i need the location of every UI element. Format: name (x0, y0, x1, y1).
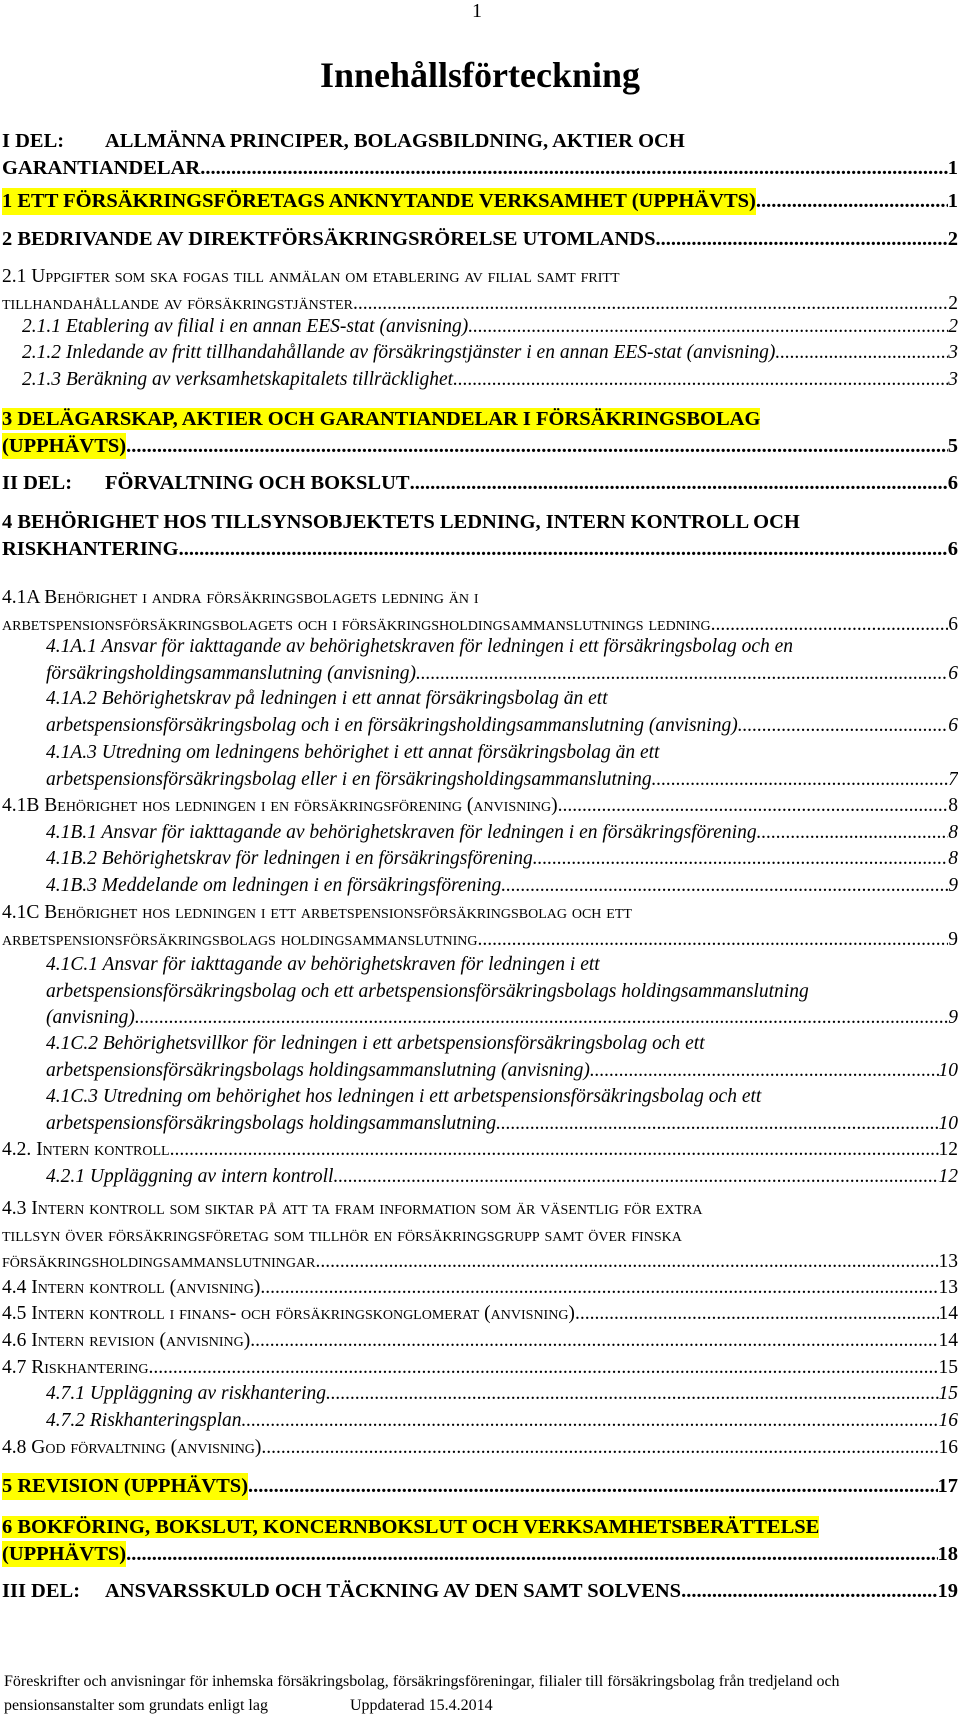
toc-entry-heading-text: 4.1C.1 Ansvar för iakttagande av behörighetskraven för ledningen i ett (46, 954, 600, 975)
toc-entry-page-number: 9 (948, 928, 958, 950)
toc-entry[interactable] (46, 634, 958, 687)
dot-leader (135, 1005, 948, 1032)
toc-entry-page-number: 6 (948, 613, 958, 635)
toc-entry-title: 4.6 Intern revision (anvisning) (2, 1330, 251, 1351)
toc-entry[interactable] (2, 1355, 958, 1382)
toc-entry-heading-continued: tillsyn över försäkringsföretag som tillhör en försäkringsgrupp samt över finska (2, 1224, 682, 1246)
toc-entry-title: 4.1B.1 Ansvar för iakttagande av behörighetskraven för ledningen i en försäkringsförening (46, 822, 757, 843)
toc-entry-heading-text: 6 BOKFÖRING, BOKSLUT, KONCERNBOKSLUT OCH VERKSAMHETSBERÄTTELSE (2, 1516, 820, 1538)
toc-entry-row (2, 1328, 958, 1355)
toc-entry-title: (UPPHÄVTS) (2, 433, 126, 460)
toc-entry-title: 4.1B Behörighet hos ledningen i en försäkringsförening (anvisning) (2, 795, 558, 816)
toc-entry-heading-text: 2.1 Uppgifter som ska fogas till anmälan om etablering av filial samt fritt (2, 266, 620, 287)
toc-entry-row (46, 713, 958, 740)
toc-entry-row (2, 188, 958, 215)
toc-entry-title: 4.2.1 Uppläggning av intern kontroll (46, 1166, 334, 1187)
toc-entry[interactable] (22, 314, 958, 341)
dot-leader (126, 1541, 937, 1568)
toc-entry-page-number: 2 (947, 228, 958, 250)
toc-entry[interactable] (46, 1084, 958, 1137)
toc-entry[interactable] (2, 1435, 958, 1462)
toc-entry[interactable] (2, 1514, 958, 1567)
toc-entry-title: försäkringsholdingsammanslutning (anvisning) (46, 662, 416, 684)
dot-leader (333, 1164, 938, 1191)
toc-entry-page-number: 18 (937, 1542, 958, 1565)
toc-entry-heading (2, 900, 958, 927)
toc-entry-heading-text: 4.1A.3 Utredning om ledningens behörighet i ett annat försäkringsbolag än ett (46, 742, 660, 763)
toc-entry-row (2, 1249, 958, 1276)
dot-leader (575, 1301, 939, 1328)
dot-leader (652, 767, 949, 794)
dot-leader (558, 793, 949, 820)
dot-leader (170, 1137, 939, 1164)
toc-entry[interactable] (46, 820, 958, 847)
footer-line-2: pensionsanstalter som grundats enligt lag Uppdaterad 15.4.2014 (4, 1697, 493, 1714)
dot-leader (738, 713, 949, 740)
toc-entry-title: 2 BEDRIVANDE AV DIREKTFÖRSÄKRINGSRÖRELSE UTOMLANDS (2, 228, 656, 250)
toc-entry-page-number: 6 (947, 537, 958, 560)
toc-entry-row (46, 846, 958, 873)
toc-entry-page-number: 9 (948, 1007, 958, 1028)
toc-entry-row (2, 433, 958, 460)
dot-leader (315, 1249, 938, 1276)
toc-entry[interactable] (2, 128, 958, 181)
dot-leader (179, 536, 948, 563)
toc-entry-page-number: 6 (948, 714, 958, 736)
toc-entry-page-number: 13 (938, 1251, 958, 1272)
toc-entry[interactable] (2, 226, 958, 253)
toc-entry[interactable] (22, 340, 958, 367)
toc-entry-page-number: 6 (948, 662, 958, 684)
toc-entry-row (2, 1541, 958, 1568)
dot-leader (410, 470, 948, 497)
toc-entry-page-number: 15 (938, 1357, 958, 1378)
toc-entry[interactable] (46, 740, 958, 793)
toc-entry[interactable] (2, 509, 958, 562)
toc-entry-heading-text: 4 BEHÖRIGHET HOS TILLSYNSOBJEKTETS LEDNING, INTERN KONTROLL OCH (2, 511, 800, 533)
toc-entry-heading (2, 128, 958, 155)
toc-entry-page-number: 13 (938, 1277, 958, 1298)
toc-entry-page-number: 3 (948, 342, 958, 363)
toc-entry-page-number: 2 (948, 316, 958, 337)
toc-entry[interactable] (2, 1196, 958, 1276)
toc-entry-row (46, 1111, 958, 1138)
toc-entry[interactable] (46, 1031, 958, 1084)
toc-entry-row (2, 1355, 958, 1382)
toc-entry-page-number: 1 (947, 190, 958, 212)
toc-entry[interactable] (46, 952, 958, 1032)
toc-entry[interactable] (2, 1578, 958, 1605)
toc-entry-heading (2, 1196, 958, 1223)
toc-entry-heading-text: 4.1C Behörighet hos ledningen i ett arbetspensionsförsäkringsbolag och ett (2, 902, 632, 923)
toc-entry-title: försäkringsholdingsammanslutningar (2, 1251, 316, 1272)
toc-entry-page-number: 7 (948, 768, 958, 790)
toc-entry-heading-text: 3 DELÄGARSKAP, AKTIER OCH GARANTIANDELAR I FÖRSÄKRINGSBOLAG (2, 408, 761, 430)
dot-leader (260, 1275, 938, 1302)
toc-entry-heading-text: 4.3 Intern kontroll som siktar på att ta fram information som är väsentlig för extra (2, 1198, 703, 1219)
toc-entry[interactable] (46, 873, 958, 900)
toc-entry-heading (46, 1031, 958, 1058)
footer (4, 1670, 956, 1718)
toc-entry-row (2, 1473, 958, 1500)
toc-entry-row (2, 1275, 958, 1302)
toc-entry[interactable] (2, 1328, 958, 1355)
dot-leader (775, 340, 948, 367)
toc-entry[interactable] (2, 406, 958, 459)
dot-leader (453, 367, 948, 394)
dot-leader (533, 846, 949, 873)
dot-leader (496, 1111, 938, 1138)
toc-entry-row (2, 226, 958, 253)
dot-leader (756, 188, 948, 215)
toc-entry-row (46, 1058, 958, 1085)
toc-entry-row (46, 661, 958, 688)
toc-entry-title: 4.7.1 Uppläggning av riskhantering (46, 1383, 327, 1404)
toc-entry-title: 4.5 Intern kontroll i finans- och försäkringskonglomerat (anvisning) (2, 1303, 575, 1324)
toc-entry-title: 4.1B.3 Meddelande om ledningen i en försäkringsförening (46, 875, 502, 896)
toc-entry-row (2, 927, 958, 954)
part-label: III DEL: (2, 1580, 81, 1602)
dot-leader (656, 226, 948, 253)
dot-leader (326, 1381, 938, 1408)
toc-entry-row (46, 767, 958, 794)
dot-leader (477, 927, 948, 954)
toc-entry[interactable] (46, 846, 958, 873)
toc-entry-heading (2, 264, 958, 291)
toc-entry-title: tillhandahållande av försäkringstjänster (2, 292, 353, 314)
toc-entry-page-number: 15 (938, 1383, 958, 1404)
toc-entry-heading-text: 4.1A.2 Behörighetskrav på ledningen i ett annat försäkringsbolag än ett (46, 688, 608, 709)
footer-line-1: Föreskrifter och anvisningar för inhemska försäkringsbolag, försäkringsföreningar, filialer till försäkringsbolag från tredjeland och (4, 1673, 840, 1690)
dot-leader (681, 1578, 937, 1605)
toc-entry-title: arbetspensionsförsäkringsbolag eller i en försäkringsholdingsammanslutning (46, 768, 652, 790)
toc-entry[interactable] (2, 264, 958, 317)
page-number: 1 (472, 0, 482, 22)
toc-entry-heading-text: 4.1A Behörighet i andra försäkringsbolagets ledning än i (2, 587, 479, 608)
toc-entry-title: (anvisning) (46, 1007, 135, 1028)
toc-entry-heading (46, 686, 958, 713)
toc-entry-title: RISKHANTERING (2, 537, 179, 560)
toc-entry-title: 4.2. Intern kontroll (2, 1139, 170, 1160)
toc-entry-title: arbetspensionsförsäkringsbolagets och i försäkringsholdingsammanslutnings ledning (2, 613, 711, 635)
toc-entry-title: 1 ETT FÖRSÄKRINGSFÖRETAGS ANKNYTANDE VERKSAMHET (UPPHÄVTS) (2, 188, 756, 215)
toc-entry-heading (2, 509, 958, 536)
footer-date: Uppdaterad 15.4.2014 (349, 1697, 493, 1714)
dot-leader (242, 1408, 939, 1435)
toc-entry[interactable] (2, 900, 958, 953)
toc-entry-page-number: 16 (938, 1410, 958, 1431)
toc-entry[interactable] (2, 793, 958, 820)
dot-leader (590, 1058, 939, 1085)
dot-leader (126, 433, 948, 460)
part-label: I DEL: (2, 130, 65, 152)
part-label: II DEL: (2, 472, 73, 494)
toc-entry-row (22, 314, 958, 341)
toc-entry-row (46, 1408, 958, 1435)
toc-entry-row (46, 820, 958, 847)
toc-entry-heading-text: 4.1A.1 Ansvar för iakttagande av behörighetskraven för ledningen i ett försäkringsbolag och en (46, 636, 794, 657)
toc-entry[interactable] (46, 1164, 958, 1191)
toc-entry[interactable] (46, 1408, 958, 1435)
toc-entry-title: 5 REVISION (UPPHÄVTS) (2, 1473, 248, 1500)
toc-entry-heading-continued: arbetspensionsförsäkringsbolag och ett arbetspensionsförsäkringsbolags holdingsammanslutning (46, 980, 809, 1002)
toc-entry-page-number: 9 (948, 875, 958, 896)
dot-leader (501, 873, 948, 900)
toc-entry-row (2, 1301, 958, 1328)
toc-entry-row (46, 1164, 958, 1191)
toc-entry[interactable] (2, 470, 958, 497)
toc-entry-row (46, 873, 958, 900)
toc-entry-title: FÖRVALTNING OCH BOKSLUT (105, 472, 410, 494)
toc-entry-page-number: 8 (948, 795, 958, 816)
toc-entry-page-number: 3 (948, 369, 958, 390)
toc-entry-heading-text: 4.1C.2 Behörighetsvillkor för ledningen i ett arbetspensionsförsäkringsbolag och ett (46, 1033, 705, 1054)
toc-entry[interactable] (2, 1137, 958, 1164)
dot-leader (250, 1328, 938, 1355)
toc-entry-title: 4.4 Intern kontroll (anvisning) (2, 1277, 261, 1298)
toc-entry-title: 4.8 God förvaltning (anvisning) (2, 1437, 262, 1458)
toc-entry-row (46, 1005, 958, 1032)
toc-entry-title: (UPPHÄVTS) (2, 1541, 126, 1568)
toc-entry-page-number: 6 (947, 472, 958, 494)
toc-entry-row (46, 1381, 958, 1408)
toc-entry-row (2, 1578, 958, 1605)
toc-entry-page-number: 19 (937, 1580, 958, 1602)
toc-entry-page-number: 1 (947, 156, 958, 179)
toc-entry-title: arbetspensionsförsäkringsbolags holdingsammanslutning (2, 928, 478, 950)
dot-leader (261, 1435, 938, 1462)
toc-entry-title: GARANTIANDELAR (2, 156, 201, 179)
toc-entry-row (22, 340, 958, 367)
dot-leader (148, 1355, 938, 1382)
toc-entry-title: 2.1.3 Beräkning av verksamhetskapitalets tillräcklighet (22, 369, 454, 390)
toc-entry-page-number: 14 (938, 1330, 958, 1351)
toc-entry-heading-text: 4.1C.3 Utredning om behörighet hos ledningen i ett arbetspensionsförsäkringsbolag och ett (46, 1086, 762, 1107)
toc-entry-page-number: 10 (938, 1059, 958, 1081)
toc-entry-title: 2.1.1 Etablering av filial i en annan EES-stat (anvisning) (22, 316, 469, 337)
toc-entry-heading (46, 1084, 958, 1111)
toc-entry-heading (2, 406, 958, 433)
toc-entry-title: arbetspensionsförsäkringsbolag och i en försäkringsholdingsammanslutning (anvisning) (46, 714, 738, 736)
toc-entry-page-number: 8 (948, 822, 958, 843)
toc-entry-page-number: 14 (938, 1303, 958, 1324)
toc-entry-title: 4.7.2 Riskhanteringsplan (46, 1410, 242, 1431)
toc-entry[interactable] (22, 367, 958, 394)
toc-entry-title: 2.1.2 Inledande av fritt tillhandahållande av försäkringstjänster i en annan EES-stat (anvisning) (22, 342, 776, 363)
toc-entry-row (2, 793, 958, 820)
dot-leader (416, 661, 948, 688)
toc-entry-title: ANSVARSSKULD OCH TÄCKNING AV DEN SAMT SOLVENS (105, 1580, 682, 1602)
toc-entry[interactable] (2, 1301, 958, 1328)
part-title: ALLMÄNNA PRINCIPER, BOLAGSBILDNING, AKTIER OCH (105, 130, 685, 152)
toc-entry-page-number: 2 (948, 292, 958, 314)
dot-leader (468, 314, 948, 341)
toc-entry-page-number: 16 (938, 1437, 958, 1458)
toc-entry-page-number: 5 (947, 434, 958, 457)
dot-leader (200, 155, 948, 182)
dot-leader (248, 1473, 937, 1500)
toc-entry-row (2, 536, 958, 563)
toc-entry-page-number: 8 (948, 848, 958, 869)
dot-leader (757, 820, 949, 847)
toc-entry-page-number: 17 (937, 1475, 958, 1497)
toc-entry-row (22, 367, 958, 394)
toc-entry[interactable] (2, 1473, 958, 1500)
toc-entry[interactable] (2, 188, 958, 215)
toc-entry-page-number: 10 (938, 1112, 958, 1134)
toc-entry-title: 4.7 Riskhantering (2, 1357, 149, 1378)
toc-entry-heading (2, 1514, 958, 1541)
toc-entry[interactable] (46, 686, 958, 739)
toc-entry[interactable] (2, 1275, 958, 1302)
toc-entry-page-number: 12 (938, 1166, 958, 1187)
toc-entry-title: arbetspensionsförsäkringsbolags holdingsammanslutning (46, 1112, 497, 1134)
toc-entry-page-number: 12 (938, 1139, 958, 1160)
toc-entry-row (2, 1137, 958, 1164)
toc-entry-heading (2, 585, 958, 612)
toc-entry[interactable] (46, 1381, 958, 1408)
toc-entry[interactable] (2, 585, 958, 638)
toc-entry-row (2, 1435, 958, 1462)
toc-entry-title: arbetspensionsförsäkringsbolags holdingsammanslutning (anvisning) (46, 1059, 590, 1081)
page-title: Innehållsförteckning (319, 55, 641, 95)
toc-entry-row (2, 470, 958, 497)
toc-entry-heading (46, 740, 958, 767)
toc-entry-heading (46, 952, 958, 979)
toc-entry-row (2, 155, 958, 182)
toc-entry-heading (46, 634, 958, 661)
toc-entry-title: 4.1B.2 Behörighetskrav för ledningen i en försäkringsförening (46, 848, 533, 869)
